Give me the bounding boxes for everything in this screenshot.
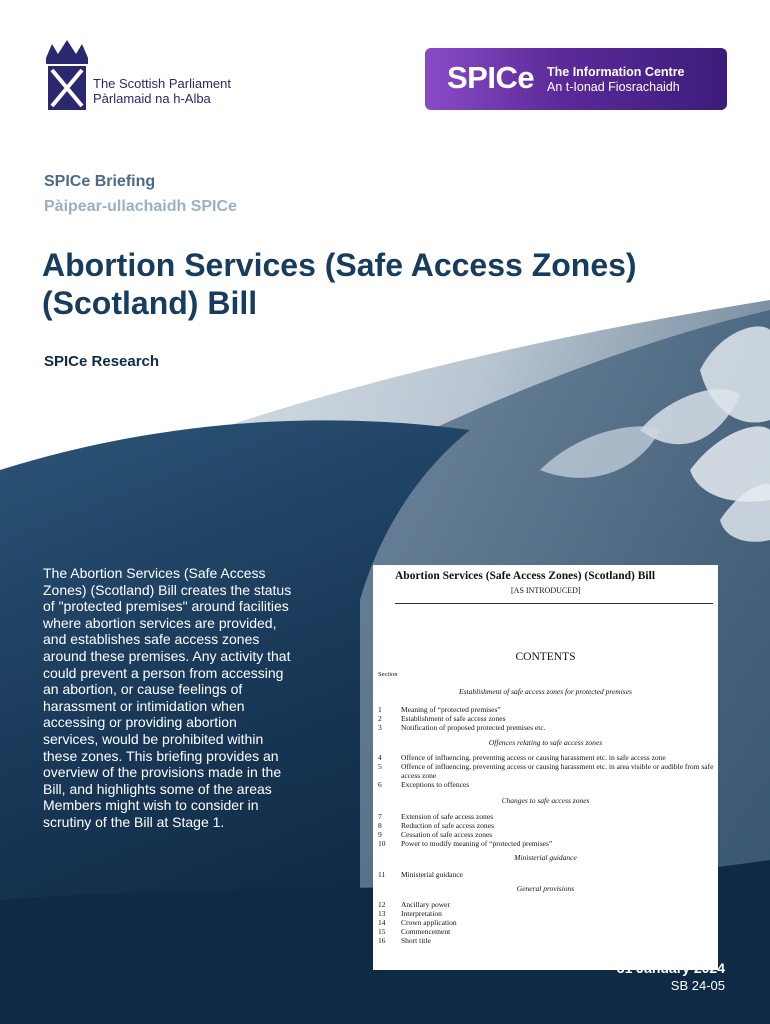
bill-status: [AS INTRODUCED] bbox=[511, 586, 581, 595]
section-title: Offence of influencing, preventing access or causing harassment etc. in safe access zone bbox=[401, 753, 666, 762]
section-title: Commencement bbox=[401, 927, 451, 936]
group-heading: Ministerial guidance bbox=[514, 853, 577, 862]
bill-rule bbox=[395, 603, 713, 604]
section-title: Interpretation bbox=[401, 909, 442, 918]
section-title: Offence of influencing, preventing access or causing harassment etc. in area visible or audible from safe access zone bbox=[401, 762, 714, 780]
author: SPICe Research bbox=[44, 353, 160, 370]
section-number: 11 bbox=[378, 870, 386, 879]
group-heading: Establishment of safe access zones for protected premises bbox=[459, 687, 632, 696]
group-heading: General provisions bbox=[516, 884, 575, 893]
parliament-name-gaelic: Pàrlamaid na h-Alba bbox=[93, 91, 211, 106]
spice-tagline-gaelic: An t-Ionad Fiosrachaidh bbox=[547, 80, 680, 94]
contents-row bbox=[378, 936, 716, 945]
briefing-type-gaelic: Pàipear-ullachaidh SPICe bbox=[44, 198, 237, 215]
section-number: 13 bbox=[378, 909, 386, 918]
briefing-reference: SB 24-05 bbox=[670, 978, 725, 993]
briefing-type: SPICe Briefing bbox=[44, 173, 156, 190]
parliament-name-english: The Scottish Parliament bbox=[93, 76, 232, 91]
contents-row bbox=[378, 812, 716, 821]
section-number: 6 bbox=[378, 780, 382, 789]
contents-row bbox=[378, 909, 716, 918]
section-title: Ministerial guidance bbox=[401, 870, 463, 879]
contents-row bbox=[378, 821, 716, 830]
section-title: Notification of proposed protected premises etc. bbox=[401, 723, 546, 732]
publication-date: 31 January 2024 bbox=[616, 960, 725, 976]
spice-tagline-english: The Information Centre bbox=[547, 65, 685, 79]
contents-row bbox=[378, 705, 716, 714]
spice-tagline bbox=[547, 65, 685, 95]
section-title: Cessation of safe access zones bbox=[401, 830, 493, 839]
title-line-2: (Scotland) Bill bbox=[42, 285, 258, 321]
contents-row bbox=[378, 753, 716, 762]
section-number: 10 bbox=[378, 839, 386, 848]
section-title: Exceptions to offences bbox=[401, 780, 470, 789]
parliament-name bbox=[93, 76, 231, 106]
section-number: 15 bbox=[378, 927, 386, 936]
bill-title: Abortion Services (Safe Access Zones) (Scotland) Bill bbox=[395, 570, 656, 582]
section-number: 8 bbox=[378, 821, 382, 830]
contents-row bbox=[378, 780, 716, 789]
page-title bbox=[42, 246, 637, 322]
spice-wordmark: SPICe bbox=[447, 60, 535, 95]
contents-row bbox=[378, 714, 716, 723]
section-title: Reduction of safe access zones bbox=[401, 821, 494, 830]
contents-row bbox=[378, 839, 716, 848]
group-heading: Offences relating to safe access zones bbox=[488, 738, 603, 747]
crown-saltire-icon bbox=[40, 40, 94, 114]
section-title: Extension of safe access zones bbox=[401, 812, 494, 821]
contents-row bbox=[378, 900, 716, 909]
section-number: 12 bbox=[378, 900, 386, 909]
bill-contents-page bbox=[373, 565, 718, 970]
contents-row bbox=[378, 723, 716, 732]
contents-row bbox=[378, 918, 716, 927]
section-number: 16 bbox=[378, 936, 386, 945]
section-number: 3 bbox=[378, 723, 382, 732]
summary-text: The Abortion Services (Safe Access Zones) (Scotland) Bill creates the status of "protected premises" around facilities where abortion services are provided, and establishes safe access zones around these premises. Any activity that could prevent a person from accessing an abortion, or cause feelings of harassment or intimidation when accessing or providing abortion services, would be prohibited within these zones. This briefing provides an overview of the provisions made in the Bill, and highlights some of the areas Members might wish to consider in scrutiny of the Bill at Stage 1. bbox=[43, 565, 292, 830]
section-title: Meaning of “protected premises” bbox=[401, 705, 501, 714]
contents-heading: CONTENTS bbox=[515, 651, 576, 663]
section-number: 5 bbox=[378, 762, 382, 771]
section-title: Ancillary power bbox=[401, 900, 450, 909]
section-label: Section bbox=[378, 671, 398, 678]
contents-row bbox=[378, 927, 716, 936]
contents-row bbox=[378, 762, 716, 780]
title-line-1: Abortion Services (Safe Access Zones) bbox=[42, 247, 637, 283]
section-number: 1 bbox=[378, 705, 382, 714]
section-title: Short title bbox=[401, 936, 431, 945]
section-number: 4 bbox=[378, 753, 382, 762]
section-number: 9 bbox=[378, 830, 382, 839]
section-number: 2 bbox=[378, 714, 382, 723]
section-title: Crown application bbox=[401, 918, 457, 927]
contents-row bbox=[378, 830, 716, 839]
section-number: 14 bbox=[378, 918, 386, 927]
spice-logo bbox=[425, 48, 727, 110]
group-heading: Changes to safe access zones bbox=[501, 796, 590, 805]
section-title: Power to modify meaning of “protected premises” bbox=[401, 839, 553, 848]
section-number: 7 bbox=[378, 812, 382, 821]
section-title: Establishment of safe access zones bbox=[401, 714, 506, 723]
contents-row bbox=[378, 870, 716, 879]
